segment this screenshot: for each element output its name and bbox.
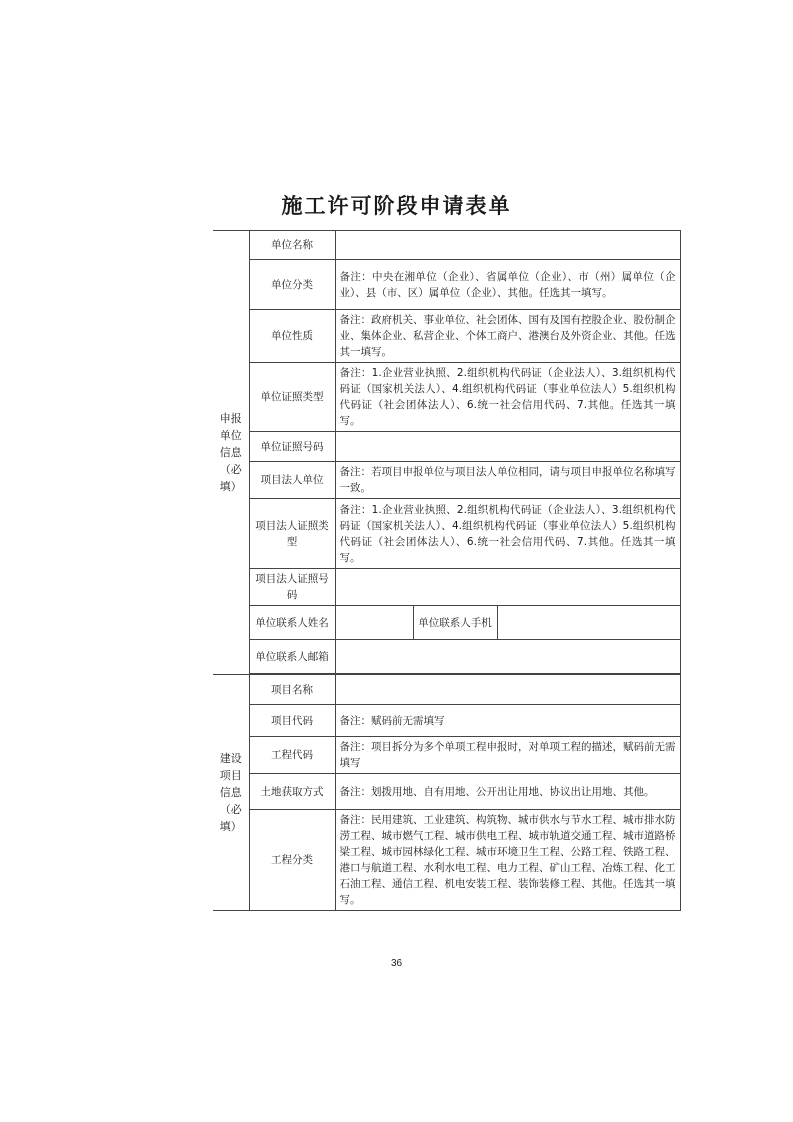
table-row (213, 606, 680, 640)
legal-license-no-field[interactable] (335, 569, 680, 606)
legal-license-type-label: 项目法人证照类型 (249, 499, 335, 569)
section-label-project: 建设项目信息（必填） (213, 675, 249, 911)
unit-license-type-note[interactable]: 备注：1.企业营业执照、2.组织机构代码证（企业法人）、3.组织机构代码证（国家机关法人）、4.组织机构代码证（事业单位法人）5.组织机构代码证（社会团体法人）、6.统一社会信用代码、7.其他。任选其一填写。 (335, 363, 680, 432)
table-row (213, 231, 680, 260)
contact-email-field[interactable] (335, 640, 680, 674)
table-row (213, 260, 680, 310)
unit-name-field[interactable] (335, 231, 680, 260)
page-number: 36 (390, 958, 403, 969)
engineering-category-label: 工程分类 (249, 810, 335, 911)
land-method-label: 土地获取方式 (249, 774, 335, 810)
table-row (213, 737, 680, 774)
unit-license-no-label: 单位证照号码 (249, 432, 335, 462)
table-row (213, 705, 680, 737)
table-row (213, 640, 680, 674)
land-method-note[interactable]: 备注：划拨用地、自有用地、公开出让用地、协议出让用地、其他。 (335, 774, 680, 810)
project-name-field[interactable] (335, 675, 680, 705)
project-code-note[interactable]: 备注：赋码前无需填写 (335, 705, 680, 737)
project-name-label: 项目名称 (249, 675, 335, 705)
legal-license-type-note[interactable]: 备注：1.企业营业执照、2.组织机构代码证（企业法人）、3.组织机构代码证（国家机关法人）、4.组织机构代码证（事业单位法人）5.组织机构代码证（社会团体法人）、6.统一社会信用代码、7.其他。任选其一填写。 (335, 499, 680, 569)
table-row (213, 462, 680, 499)
contact-name-field[interactable] (335, 606, 413, 640)
contact-email-label: 单位联系人邮箱 (249, 640, 335, 674)
unit-license-type-label: 单位证照类型 (249, 363, 335, 432)
legal-license-no-label: 项目法人证照号码 (249, 569, 335, 606)
table-row (213, 499, 680, 569)
engineering-code-label: 工程代码 (249, 737, 335, 774)
table-row (213, 810, 680, 911)
legal-unit-label: 项目法人单位 (249, 462, 335, 499)
application-form-table (213, 230, 681, 911)
contact-phone-label: 单位联系人手机 (413, 606, 497, 640)
unit-category-note[interactable]: 备注：中央在湘单位（企业）、省属单位（企业）、市（州）属单位（企业）、县（市、区）属单位（企业）、其他。任选其一填写。 (335, 260, 680, 310)
table-row (213, 432, 680, 462)
legal-unit-note[interactable]: 备注：若项目申报单位与项目法人单位相同，请与项目申报单位名称填写一致。 (335, 462, 680, 499)
engineering-category-note[interactable]: 备注：民用建筑、工业建筑、构筑物、城市供水与节水工程、城市排水防涝工程、城市燃气工程、城市供电工程、城市轨道交通工程、城市道路桥梁工程、城市园林绿化工程、城市环境卫生工程、公路工程、铁路工程、港口与航道工程、水利水电工程、电力工程、矿山工程、冶炼工程、化工石油工程、通信工程、机电安装工程、装饰装修工程、其他。任选其一填写。 (335, 810, 680, 911)
contact-phone-field[interactable] (497, 606, 680, 640)
contact-name-label: 单位联系人姓名 (249, 606, 335, 640)
table-row (213, 569, 680, 606)
unit-category-label: 单位分类 (249, 260, 335, 310)
table-row (213, 675, 680, 705)
table-row (213, 774, 680, 810)
unit-nature-note[interactable]: 备注：政府机关、事业单位、社会团体、国有及国有控股企业、股份制企业、集体企业、私营企业、个体工商户、港澳台及外资企业、其他。任选其一填写。 (335, 310, 680, 363)
unit-name-label: 单位名称 (249, 231, 335, 260)
page-title: 施工许可阶段申请表单 (281, 194, 512, 218)
unit-nature-label: 单位性质 (249, 310, 335, 363)
engineering-code-note[interactable]: 备注：项目拆分为多个单项工程申报时，对单项工程的描述，赋码前无需填写 (335, 737, 680, 774)
table-row (213, 310, 680, 363)
unit-license-no-field[interactable] (335, 432, 680, 462)
project-code-label: 项目代码 (249, 705, 335, 737)
section-label-applicant: 申报单位信息（必填） (213, 231, 249, 675)
table-row (213, 363, 680, 432)
